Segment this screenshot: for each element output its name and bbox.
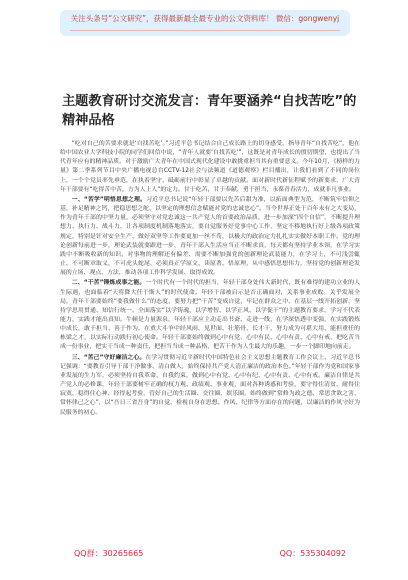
article-paragraph xyxy=(60,196,360,278)
paragraph-text: 习近平总书记说“年轻干部要以先苦后甜为准，以拓面典型为范，不断筑牢信仰之基，补足精神之钙，把稳思想之舵，以坚定的理想信念赋能对党的忠诚忠心”。当今世界正处于百年未有之大变局，作为青年干部的中坚力量，必须坚守对党忠诚这一共产党人的首要政治品质，进一步加深“四个自信”，不断提升理想力、执行力、战斗力，让各项制度机制落地落实，要自觉服务好党事中心工作，坚定不移地执行好上级各项政策规定，特别是针对安全生产、做好双坚等工作要更加一丝不苟，以极大的政治定力扎扎实实做好本职工作。党的理论创新每前进一步，理论武装就要跟进一步，青年干部入生活应当正不断求真，每天都有坚持学业本领，在学习实践中不断吸收新的知识，对事物的理解还有偏差、需要不断加强党的创新理论武装能力，在学习上，不可浅尝辄止，不可断章取义，不可虎头蛇尾，必须真正学原文、读原著、悟原理，从中感悟思想伟力，坚持党的创新理论发展的立场、观点、方法，推动各项工作科学发展、取得成效。 xyxy=(60,196,360,277)
article-body xyxy=(60,140,360,538)
article-paragraph xyxy=(60,354,360,418)
article-paragraph xyxy=(60,279,360,352)
paragraph-text: “吃对自己的苦要求就是‘自找苦吃’。”习近平总书记结合自己成长路上的切身感受，指导青年“自找苦吃”，他在给中国农业大学科技小院的同学们回信中说，“青年人就要‘自找苦吃’”，这既是对青年成长的殷切期望，也提出了当代青年应有的精神品质。对于激励广大青年在中国式现代化建设中敢挑重担当其有重要意义。今年10月，《榜样的力量》第二季系列节目中央广播电视总台CCTV-12社会与法频道《道德观察》栏目播出，让我们看到了不同的岗位上，一个个党员率先垂范，在执着坚守、砥砺前行中彰显了卓越的贡献。面对新时代新征程赋予的新要求，广大青年干部要有“吃得苦中苦，方为人上人”的定力。甘于吃苦，甘于奉献，勇于担当，永葆青春活力，成就非凡事业。 xyxy=(60,141,360,193)
page-title: 主题教育研讨交流发言：青年要涵养“自找苦吃”的精神品格 xyxy=(62,94,357,128)
paragraph-lead: 三、“苦己”守好廉洁之心。 xyxy=(71,354,146,361)
footer-contact xyxy=(60,548,360,559)
wechat-banner xyxy=(60,10,350,36)
banner-text: 关注头条号“公文研究”，获得最新最全最专业的公文资料库！ 微信：gongwenyj xyxy=(70,14,340,23)
paragraph-lead: 一、“苦学”明悟思想之理。 xyxy=(71,196,147,203)
paragraph-text: 在学习贯彻习近平新时代中国特色社会主义思想主题教育工作会议上，习近平总书记强调：“要教育引导干部干净做事、清白做人，始终保持共产党人清正廉洁的政治本色。”年轻干部作为党和国家事业发展的生力军，必须坚持自我革命、自我约束，做到心中有党、心中有纪、心中有责、心中有戒。廉洁自律是共产党人的必修课，年轻干部要树牢正确的权力观、政绩观、事业观，面对各种诱惑和考验，要守得住清贫、耐得住寂寞、稳得住心神、经得起考验，管好自己的生活圈、交往圈、娱乐圈，始终做到“常修为政之德、常思贪欲之害、常怀律己之心”，以“吾日三省吾身”的自觉，检视自身在思想、作风、纪律等方面存在的问题，以廉洁的作风守好为民服务的初心。 xyxy=(60,354,360,416)
paragraph-text: 一个时代有一个时代的担当，年轻干部身处伟大新时代，既有难得的建功立业的人生际遇，也面临着“天将降大任于斯人”的时代使命。年轻干部被启示是否正确面对，关系事业成败。关乎发展全局，青年干部要始终“要我做什么”的态度，要努力把“干苦”变成自觉，牢记在群众之中、在基层一线开拓创新，坚持学思用贯通、知信行统一。全面落实“以学铸魂、以学增智、以学正风、以学促干”的主题教育要求，学习不代表能力，实践才能出真知。牛顿是力量源泉，年轻干部应主动走出书斋、走进一线，在学深悟透中变强，在实践锻炼中成长，敢于担当、善于作为，在重大斗争中经风雨、见世面、壮筋骨、长才干，努力成为可堪大用、能担重任的栋梁之才，以实际行动践行初心使命。年轻干部要始终做到心中有党、心中有民、心中有责、心中有戒，把吃苦当成一份事业，把实干当成一种责任，把担当当成一种品格，把苦干作为人生最大的乐趣，一步一个脚印地向前走。 xyxy=(60,280,360,351)
banner-divider xyxy=(70,30,340,31)
article-paragraph xyxy=(60,140,360,195)
qq-group-number: QQ群：30265665 xyxy=(74,549,144,558)
qq-number: QQ：535304092 xyxy=(279,549,346,558)
paragraph-lead: 二、“干苦”锤炼成事之能。 xyxy=(71,280,146,287)
